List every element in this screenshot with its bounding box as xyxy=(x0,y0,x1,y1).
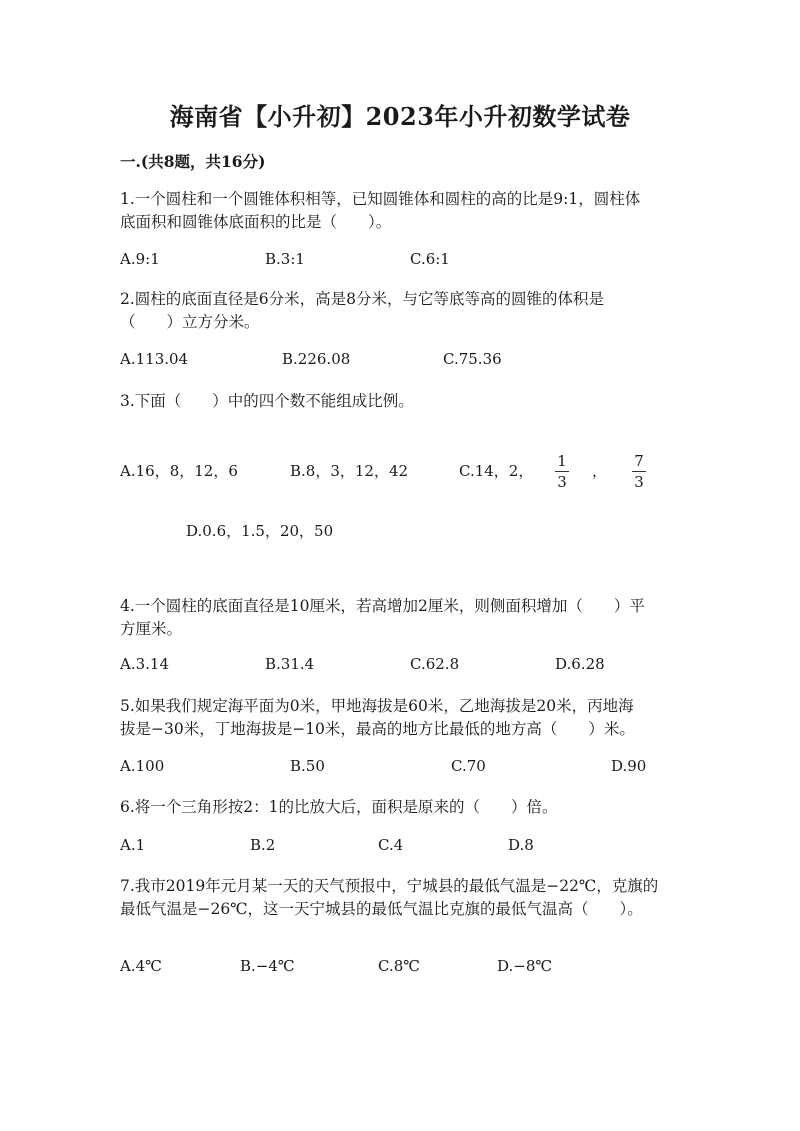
fraction-one-third xyxy=(555,452,569,491)
question-5-line-1: 5.如果我们规定海平面为0米，甲地海拔是60米，乙地海拔是20米，丙地海 xyxy=(120,697,634,715)
question-1-line-1: 1.一个圆柱和一个圆锥体积相等，已知圆锥体和圆柱的高的比是9:1，圆柱体 xyxy=(120,190,641,208)
question-5-option-c: C.70 xyxy=(451,757,486,775)
question-2-option-a: A.113.04 xyxy=(120,350,189,368)
question-6-option-b: B.2 xyxy=(250,836,276,854)
question-4-option-d: D.6.28 xyxy=(555,655,605,673)
question-2-option-c: C.75.36 xyxy=(443,350,502,368)
question-5-line-2: 拔是−30米，丁地海拔是−10米，最高的地方比最低的地方高（ ）米。 xyxy=(120,720,635,738)
question-7-option-d: D.−8℃ xyxy=(497,957,553,975)
fraction-numerator: 7 xyxy=(634,452,644,470)
question-7-option-a: A.4℃ xyxy=(120,957,162,975)
section-heading: 一.(共8题，共16分) xyxy=(120,152,266,171)
question-4-option-b: B.31.4 xyxy=(265,655,315,673)
question-7-option-b: B.−4℃ xyxy=(240,957,295,975)
question-7-line-1: 7.我市2019年元月某一天的天气预报中，宁城县的最低气温是−22℃，克旗的 xyxy=(120,877,659,895)
fraction-denominator: 3 xyxy=(557,473,567,491)
question-4-option-c: C.62.8 xyxy=(410,655,460,673)
question-6-option-d: D.8 xyxy=(508,836,534,854)
question-6-option-c: C.4 xyxy=(378,836,404,854)
question-1-line-2: 底面积和圆锥体底面积的比是（ ）。 xyxy=(120,213,392,231)
question-6-option-a: A.1 xyxy=(120,836,146,854)
question-7-line-2: 最低气温是−26℃，这一天宁城县的最低气温比克旗的最低气温高（ ）。 xyxy=(120,900,643,918)
question-2-line-2: （ ）立方分米。 xyxy=(120,313,260,331)
page-title: 海南省【小升初】2023年小升初数学试卷 xyxy=(169,102,631,131)
fraction-bar xyxy=(555,471,569,472)
question-4-line-2: 方厘米。 xyxy=(120,620,183,638)
question-5-option-a: A.100 xyxy=(120,757,165,775)
question-1-option-b: B.3:1 xyxy=(265,250,305,268)
question-7-option-c: C.8℃ xyxy=(378,957,421,975)
question-1-option-a: A.9:1 xyxy=(120,250,160,268)
question-2-option-b: B.226.08 xyxy=(282,350,351,368)
question-1-option-c: C.6:1 xyxy=(410,250,450,268)
question-3-option-b: B.8，3，12，42 xyxy=(290,462,409,480)
question-6-line-1: 6.将一个三角形按2：1的比放大后，面积是原来的（ ）倍。 xyxy=(120,798,558,816)
fraction-separator: ， xyxy=(592,462,608,480)
question-4-line-1: 4.一个圆柱的底面直径是10厘米，若高增加2厘米，则侧面积增加（ ）平 xyxy=(120,597,645,615)
question-5-option-b: B.50 xyxy=(290,757,325,775)
question-3-line-1: 3.下面（ ）中的四个数不能组成比例。 xyxy=(120,392,414,410)
question-2-line-1: 2.圆柱的底面直径是6分米，高是8分米，与它等底等高的圆锥的体积是 xyxy=(120,290,605,308)
fraction-seven-thirds xyxy=(632,452,646,491)
question-3-option-d: D.0.6，1.5，20，50 xyxy=(186,522,334,540)
question-5-option-d: D.90 xyxy=(611,757,647,775)
fraction-numerator: 1 xyxy=(557,452,567,470)
question-4-option-a: A.3.14 xyxy=(120,655,169,673)
fraction-bar xyxy=(632,471,646,472)
fraction-denominator: 3 xyxy=(634,473,644,491)
question-3-option-c: C.14，2， xyxy=(459,462,534,480)
question-3-option-a: A.16，8，12，6 xyxy=(120,462,238,480)
